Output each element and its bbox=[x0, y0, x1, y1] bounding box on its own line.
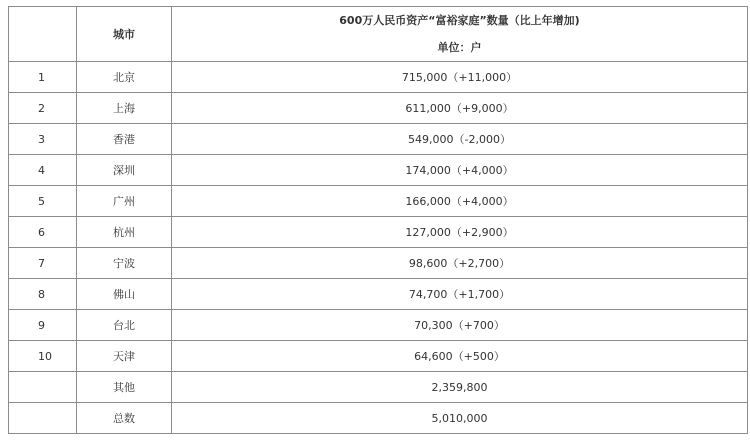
value-cell: 611,000（+9,000） bbox=[172, 93, 748, 124]
table-row bbox=[9, 248, 748, 279]
city-cell: 北京 bbox=[77, 62, 172, 93]
value-cell: 98,600（+2,700） bbox=[172, 248, 748, 279]
table-row bbox=[9, 279, 748, 310]
table-row bbox=[9, 62, 748, 93]
rank-cell: 4 bbox=[9, 155, 77, 186]
table-row bbox=[9, 403, 748, 434]
rank-cell: 9 bbox=[9, 310, 77, 341]
table-body bbox=[9, 7, 748, 434]
value-cell: 127,000（+2,900） bbox=[172, 217, 748, 248]
table-row bbox=[9, 124, 748, 155]
rank-cell: 1 bbox=[9, 62, 77, 93]
rank-cell bbox=[9, 403, 77, 434]
rank-cell: 7 bbox=[9, 248, 77, 279]
rank-cell: 10 bbox=[9, 341, 77, 372]
city-cell: 总数 bbox=[77, 403, 172, 434]
city-cell: 广州 bbox=[77, 186, 172, 217]
value-cell: 715,000（+11,000） bbox=[172, 62, 748, 93]
value-cell: 64,600（+500） bbox=[172, 341, 748, 372]
city-cell: 宁波 bbox=[77, 248, 172, 279]
table-row bbox=[9, 341, 748, 372]
rank-cell: 2 bbox=[9, 93, 77, 124]
value-cell: 549,000（-2,000） bbox=[172, 124, 748, 155]
header-title: 600万人民币资产“富裕家庭”数量（比上年增加) bbox=[339, 14, 580, 27]
value-cell: 70,300（+700） bbox=[172, 310, 748, 341]
city-cell: 其他 bbox=[77, 372, 172, 403]
header-rank-cell bbox=[9, 7, 77, 62]
value-cell: 2,359,800 bbox=[172, 372, 748, 403]
rank-cell: 5 bbox=[9, 186, 77, 217]
city-cell: 台北 bbox=[77, 310, 172, 341]
header-row bbox=[9, 7, 748, 62]
rank-cell: 6 bbox=[9, 217, 77, 248]
table-row bbox=[9, 186, 748, 217]
city-cell: 深圳 bbox=[77, 155, 172, 186]
value-cell: 74,700（+1,700） bbox=[172, 279, 748, 310]
value-cell: 174,000（+4,000） bbox=[172, 155, 748, 186]
table-row bbox=[9, 217, 748, 248]
city-cell: 佛山 bbox=[77, 279, 172, 310]
city-cell: 杭州 bbox=[77, 217, 172, 248]
table-row bbox=[9, 93, 748, 124]
header-city-cell: 城市 bbox=[77, 7, 172, 62]
wealth-table bbox=[8, 6, 748, 434]
table-row bbox=[9, 372, 748, 403]
rank-cell: 8 bbox=[9, 279, 77, 310]
value-cell: 166,000（+4,000） bbox=[172, 186, 748, 217]
header-unit: 单位：户 bbox=[437, 41, 482, 54]
table-row bbox=[9, 310, 748, 341]
rank-cell: 3 bbox=[9, 124, 77, 155]
header-title-cell bbox=[172, 7, 748, 62]
value-cell: 5,010,000 bbox=[172, 403, 748, 434]
city-cell: 上海 bbox=[77, 93, 172, 124]
rank-cell bbox=[9, 372, 77, 403]
table-row bbox=[9, 155, 748, 186]
city-cell: 香港 bbox=[77, 124, 172, 155]
city-cell: 天津 bbox=[77, 341, 172, 372]
